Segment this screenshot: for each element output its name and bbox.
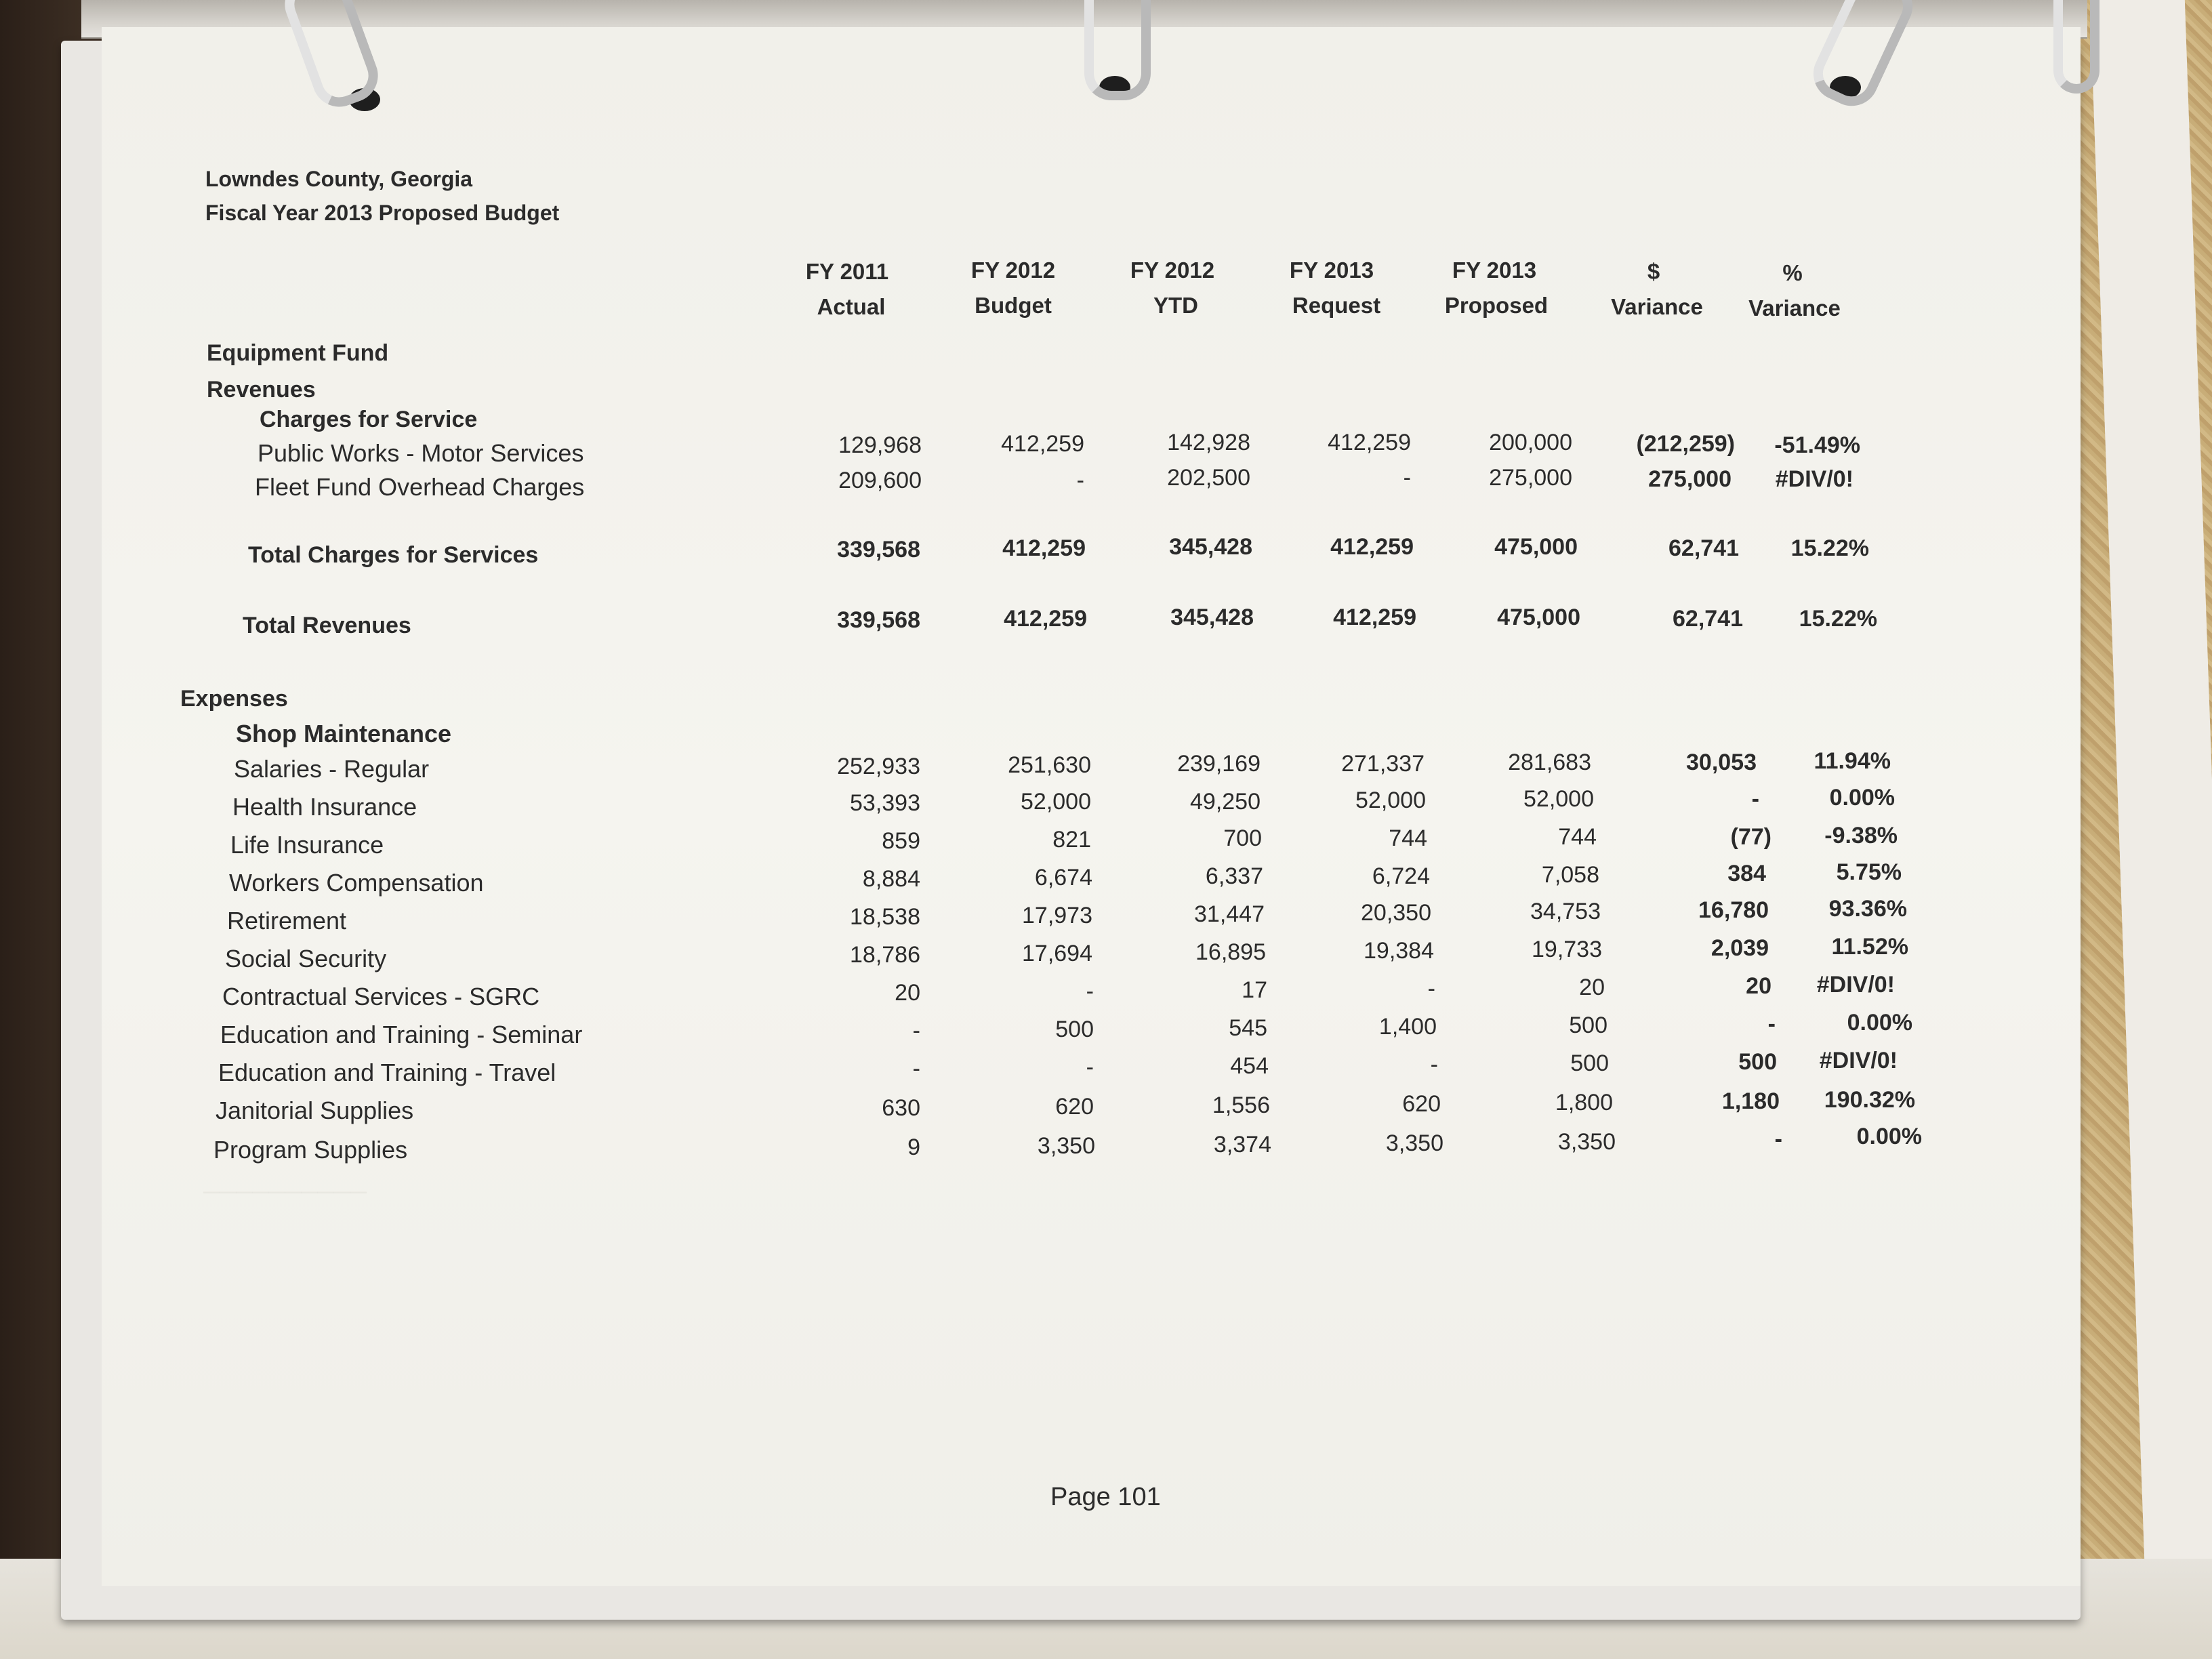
cell-dollar-variance: 275,000 bbox=[1648, 466, 1732, 492]
cell-dollar-variance: 384 bbox=[1727, 861, 1766, 886]
cell-fy2011: 129,968 bbox=[838, 432, 922, 458]
cell-fy2013-proposed: 20 bbox=[1579, 975, 1605, 1000]
cell-pct-variance: #DIV/0! bbox=[1819, 1048, 1898, 1073]
cell-fy2013-request: 620 bbox=[1402, 1091, 1441, 1117]
cell-fy2011: 9 bbox=[907, 1134, 920, 1160]
row-label: Salaries - Regular bbox=[234, 755, 430, 783]
row-label: Health Insurance bbox=[232, 793, 417, 821]
cell-pct-variance: 15.22% bbox=[1790, 535, 1869, 561]
cell-fy2013-request: 412,259 bbox=[1328, 430, 1411, 455]
cell-fy2011: 630 bbox=[882, 1095, 920, 1121]
cell-fy2012-budget: 821 bbox=[1052, 827, 1091, 853]
cell-fy2011: 859 bbox=[882, 828, 920, 854]
cell-pct-variance: 5.75% bbox=[1836, 859, 1902, 885]
cell-fy2013-request: 19,384 bbox=[1364, 938, 1434, 964]
cell-fy2012-budget: 620 bbox=[1055, 1094, 1094, 1120]
cell-fy2012-ytd: 31,447 bbox=[1194, 901, 1265, 927]
cell-pct-variance: 93.36% bbox=[1828, 896, 1907, 922]
cell-fy2013-request: 744 bbox=[1389, 825, 1427, 851]
cell-pct-variance: 11.52% bbox=[1831, 934, 1908, 960]
cell-fy2011: 20 bbox=[895, 980, 920, 1006]
cell-pct-variance: 0.00% bbox=[1829, 785, 1895, 811]
cell-fy2012-budget: - bbox=[1086, 979, 1094, 1004]
cell-fy2012-ytd: 16,895 bbox=[1195, 939, 1266, 965]
cell-dollar-variance: (212,259) bbox=[1636, 431, 1735, 457]
cell-fy2011: 8,884 bbox=[862, 866, 920, 892]
col-header-fy2012-ytd: FY 2012 bbox=[1130, 258, 1215, 283]
cell-dollar-variance: 30,053 bbox=[1686, 750, 1757, 775]
row-label: Program Supplies bbox=[213, 1136, 408, 1164]
cell-fy2013-proposed: 500 bbox=[1570, 1050, 1609, 1076]
county-title: Lowndes County, Georgia bbox=[205, 167, 473, 191]
cell-fy2013-proposed: 500 bbox=[1569, 1012, 1607, 1038]
cell-fy2012-budget: 412,259 bbox=[1004, 606, 1087, 632]
cell-fy2012-budget: 17,973 bbox=[1022, 903, 1092, 928]
col-header-fy2013-proposed: FY 2013 bbox=[1452, 258, 1537, 283]
cell-fy2012-ytd: 202,500 bbox=[1167, 465, 1250, 491]
cell-dollar-variance: - bbox=[1751, 786, 1759, 812]
cell-fy2013-request: 20,350 bbox=[1361, 900, 1431, 926]
shop-maintenance-subheading: Shop Maintenance bbox=[236, 720, 452, 747]
cell-fy2013-request: 52,000 bbox=[1355, 787, 1426, 813]
row-label: Education and Training - Travel bbox=[218, 1059, 556, 1086]
row-label: Social Security bbox=[225, 945, 387, 972]
cell-fy2013-request: 412,259 bbox=[1333, 605, 1416, 630]
cell-fy2013-request: - bbox=[1403, 465, 1411, 491]
cell-dollar-variance: - bbox=[1774, 1126, 1782, 1152]
row-label: Education and Training - Seminar bbox=[220, 1021, 583, 1048]
cell-fy2011: 209,600 bbox=[838, 468, 922, 493]
cell-fy2013-proposed: 200,000 bbox=[1489, 430, 1572, 455]
cell-fy2011: 18,786 bbox=[850, 942, 920, 968]
cell-fy2013-proposed: 1,800 bbox=[1555, 1090, 1613, 1115]
cell-fy2012-budget: 500 bbox=[1055, 1017, 1094, 1042]
cell-fy2011: - bbox=[912, 1056, 920, 1082]
row-label: Janitorial Supplies bbox=[216, 1097, 414, 1124]
row-label: Total Charges for Services bbox=[248, 542, 539, 568]
cell-fy2013-request: - bbox=[1430, 1052, 1438, 1078]
col-header-dollar-variance-sub: Variance bbox=[1611, 294, 1703, 319]
cell-dollar-variance: 500 bbox=[1738, 1049, 1777, 1075]
cell-fy2012-ytd: 17 bbox=[1242, 977, 1267, 1003]
cell-fy2012-budget: - bbox=[1076, 468, 1084, 493]
cell-fy2012-ytd: 1,556 bbox=[1212, 1092, 1270, 1118]
cell-pct-variance: #DIV/0! bbox=[1816, 972, 1895, 998]
col-header-fy2012-budget: FY 2012 bbox=[970, 258, 1056, 283]
cell-fy2013-proposed: 34,753 bbox=[1530, 899, 1601, 924]
cell-dollar-variance: - bbox=[1767, 1011, 1776, 1037]
cell-fy2011: 53,393 bbox=[850, 790, 920, 816]
cell-dollar-variance: 62,741 bbox=[1673, 606, 1743, 632]
row-label: Contractual Services - SGRC bbox=[222, 983, 540, 1010]
cell-fy2012-ytd: 3,374 bbox=[1213, 1132, 1271, 1158]
cell-pct-variance: 0.00% bbox=[1847, 1010, 1912, 1036]
cell-fy2013-proposed: 7,058 bbox=[1541, 862, 1599, 888]
cell-dollar-variance: 1,180 bbox=[1721, 1088, 1780, 1114]
cell-fy2013-proposed: 19,733 bbox=[1532, 937, 1602, 962]
cell-fy2012-budget: 412,259 bbox=[1002, 535, 1086, 561]
col-header-fy2012-budget-sub: Budget bbox=[975, 293, 1052, 318]
cell-fy2011: 339,568 bbox=[837, 607, 920, 633]
cell-fy2012-budget: 17,694 bbox=[1022, 941, 1092, 966]
cell-fy2013-request: 1,400 bbox=[1378, 1014, 1437, 1040]
cell-fy2013-proposed: 281,683 bbox=[1508, 750, 1591, 775]
col-header-dollar-variance: $ bbox=[1647, 259, 1660, 284]
cell-fy2013-proposed: 744 bbox=[1558, 824, 1597, 850]
cell-pct-variance: 190.32% bbox=[1824, 1087, 1915, 1113]
charges-subheading: Charges for Service bbox=[260, 407, 478, 432]
cell-fy2012-ytd: 49,250 bbox=[1190, 789, 1261, 815]
cell-fy2012-budget: 52,000 bbox=[1021, 789, 1091, 815]
col-header-fy2013-request-sub: Request bbox=[1292, 293, 1381, 318]
cell-fy2011: 18,538 bbox=[850, 904, 920, 930]
cell-fy2012-ytd: 6,337 bbox=[1205, 863, 1263, 889]
col-header-pct-variance: % bbox=[1782, 260, 1803, 285]
cell-fy2012-budget: 6,674 bbox=[1034, 865, 1092, 890]
row-label: Life Insurance bbox=[230, 831, 384, 859]
cell-fy2012-budget: 251,630 bbox=[1008, 752, 1091, 778]
cell-fy2012-budget: 412,259 bbox=[1001, 431, 1084, 457]
col-header-fy2012-ytd-sub: YTD bbox=[1153, 293, 1198, 318]
cell-dollar-variance: 20 bbox=[1746, 973, 1771, 999]
cell-fy2012-ytd: 345,428 bbox=[1169, 534, 1252, 560]
row-label: Public Works - Motor Services bbox=[258, 439, 584, 467]
cell-fy2013-proposed: 3,350 bbox=[1557, 1129, 1616, 1155]
cell-fy2011: - bbox=[912, 1018, 920, 1044]
cell-pct-variance: #DIV/0! bbox=[1775, 466, 1853, 492]
col-header-fy2013-request: FY 2013 bbox=[1289, 258, 1374, 283]
cell-pct-variance: -51.49% bbox=[1774, 432, 1860, 458]
cell-fy2012-ytd: 345,428 bbox=[1170, 605, 1254, 630]
cell-dollar-variance: (77) bbox=[1730, 824, 1771, 850]
expenses-heading: Expenses bbox=[180, 686, 288, 712]
col-header-fy2011: FY 2011 bbox=[805, 259, 889, 284]
cell-fy2012-ytd: 454 bbox=[1230, 1053, 1269, 1079]
cell-fy2013-request: 3,350 bbox=[1385, 1130, 1443, 1156]
cell-pct-variance: -9.38% bbox=[1824, 823, 1898, 848]
cell-fy2011: 339,568 bbox=[837, 537, 920, 562]
cell-fy2013-request: 412,259 bbox=[1330, 534, 1414, 560]
cell-fy2013-request: 271,337 bbox=[1341, 751, 1425, 777]
cell-pct-variance: 0.00% bbox=[1856, 1124, 1922, 1149]
cell-fy2011: 252,933 bbox=[837, 754, 920, 779]
row-label: Fleet Fund Overhead Charges bbox=[255, 473, 585, 501]
cell-fy2012-ytd: 142,928 bbox=[1167, 430, 1250, 455]
cell-fy2012-ytd: 239,169 bbox=[1177, 751, 1261, 777]
row-label: Retirement bbox=[227, 907, 347, 935]
cell-pct-variance: 15.22% bbox=[1799, 606, 1877, 632]
cell-fy2013-request: 6,724 bbox=[1372, 863, 1430, 889]
revenues-heading: Revenues bbox=[207, 377, 316, 403]
bleed-through: ────────── bbox=[203, 1179, 367, 1205]
page-number: Page 101 bbox=[1050, 1483, 1161, 1511]
col-header-fy2013-proposed-sub: Proposed bbox=[1444, 293, 1549, 318]
fund-title: Equipment Fund bbox=[207, 340, 389, 366]
cell-pct-variance: 11.94% bbox=[1814, 748, 1891, 774]
cell-dollar-variance: 16,780 bbox=[1698, 897, 1769, 923]
cell-fy2013-proposed: 475,000 bbox=[1497, 605, 1580, 630]
cell-dollar-variance: 2,039 bbox=[1711, 935, 1769, 961]
budget-title: Fiscal Year 2013 Proposed Budget bbox=[205, 201, 560, 225]
cell-fy2013-proposed: 52,000 bbox=[1523, 786, 1594, 812]
row-label: Total Revenues bbox=[243, 613, 411, 638]
cell-fy2013-request: - bbox=[1427, 976, 1435, 1002]
col-header-pct-variance-sub: Variance bbox=[1748, 295, 1841, 321]
cell-fy2013-proposed: 475,000 bbox=[1494, 534, 1578, 560]
cell-fy2012-budget: 3,350 bbox=[1037, 1133, 1095, 1159]
cell-fy2012-ytd: 700 bbox=[1223, 825, 1262, 851]
cell-fy2012-budget: - bbox=[1086, 1054, 1094, 1080]
row-label: Workers Compensation bbox=[229, 869, 484, 897]
cell-fy2012-ytd: 545 bbox=[1229, 1015, 1267, 1041]
cell-fy2013-proposed: 275,000 bbox=[1489, 465, 1572, 491]
cell-dollar-variance: 62,741 bbox=[1668, 535, 1739, 561]
col-header-fy2011-sub: Actual bbox=[817, 294, 886, 319]
